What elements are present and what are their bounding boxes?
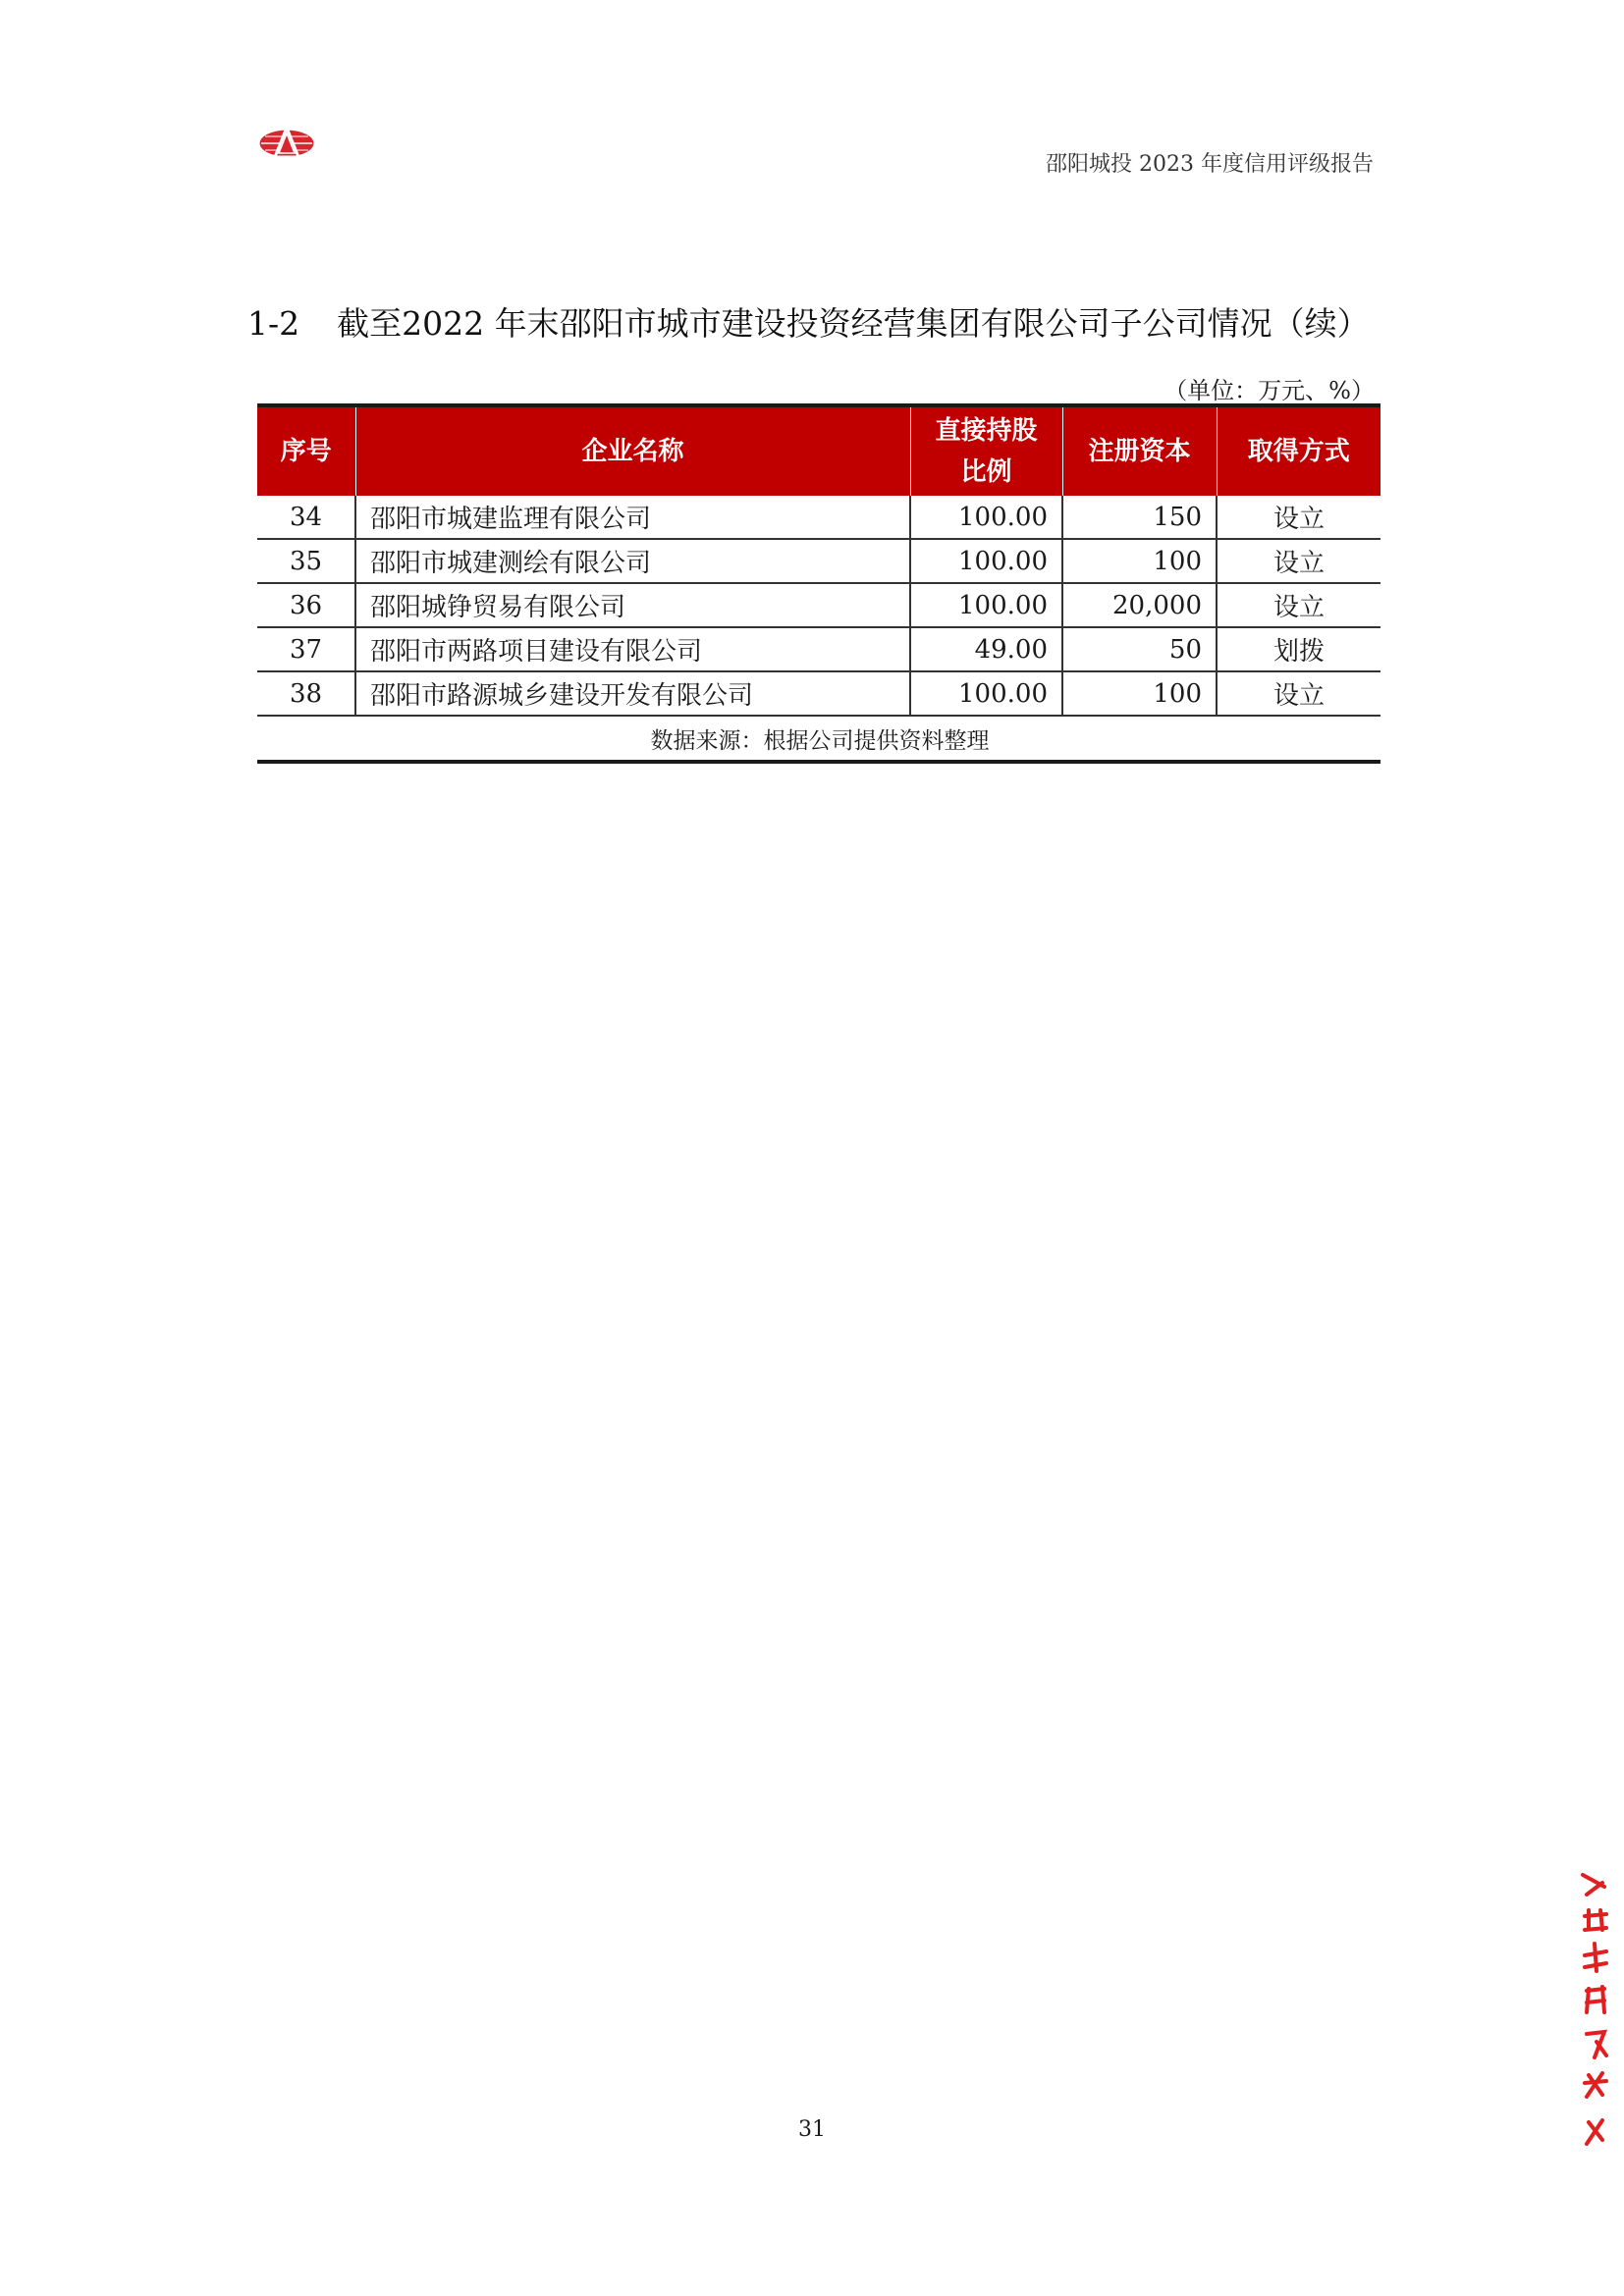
cell-capital: 150 bbox=[1062, 496, 1217, 539]
cell-ratio: 49.00 bbox=[910, 627, 1062, 671]
page-number: 31 bbox=[798, 2117, 826, 2142]
cell-name: 邵阳市城建监理有限公司 bbox=[355, 496, 910, 539]
cell-ratio: 100.00 bbox=[910, 583, 1062, 627]
cell-method: 设立 bbox=[1217, 583, 1380, 627]
table-row bbox=[257, 583, 1380, 627]
cell-method: 设立 bbox=[1217, 671, 1380, 716]
cell-name: 邵阳市城建测绘有限公司 bbox=[355, 539, 910, 583]
table-row bbox=[257, 539, 1380, 583]
cell-ratio: 100.00 bbox=[910, 496, 1062, 539]
cell-capital: 20,000 bbox=[1062, 583, 1217, 627]
table-row bbox=[257, 627, 1380, 671]
section-title bbox=[247, 298, 1370, 345]
cell-ratio: 100.00 bbox=[910, 671, 1062, 716]
red-seal-stamp-icon bbox=[1575, 1865, 1614, 2160]
table-header-row bbox=[257, 405, 1380, 496]
cell-name: 邵阳市路源城乡建设开发有限公司 bbox=[355, 671, 910, 716]
table-row bbox=[257, 496, 1380, 539]
cell-ratio: 100.00 bbox=[910, 539, 1062, 583]
table-source-row bbox=[257, 716, 1380, 762]
cell-method: 划拨 bbox=[1217, 627, 1380, 671]
cell-method: 设立 bbox=[1217, 496, 1380, 539]
cell-name: 邵阳市两路项目建设有限公司 bbox=[355, 627, 910, 671]
cell-seq: 36 bbox=[257, 583, 355, 627]
header-method: 取得方式 bbox=[1217, 405, 1380, 496]
cell-seq: 37 bbox=[257, 627, 355, 671]
cell-method: 设立 bbox=[1217, 539, 1380, 583]
header-name: 企业名称 bbox=[355, 405, 910, 496]
section-number: 1-2 bbox=[247, 304, 300, 343]
cell-seq: 38 bbox=[257, 671, 355, 716]
report-header-title: 邵阳城投 2023 年度信用评级报告 bbox=[1046, 152, 1374, 177]
cell-seq: 34 bbox=[257, 496, 355, 539]
header-ratio-line1: 直接持股 bbox=[935, 416, 1038, 446]
section-title-text: 截至2022 年末邵阳市城市建设投资经营集团有限公司子公司情况（续） bbox=[337, 304, 1370, 343]
cell-capital: 50 bbox=[1062, 627, 1217, 671]
table-row bbox=[257, 671, 1380, 716]
data-source-note: 数据来源：根据公司提供资料整理 bbox=[257, 716, 1380, 762]
header-capital: 注册资本 bbox=[1062, 405, 1217, 496]
subsidiary-table bbox=[257, 403, 1380, 764]
cell-name: 邵阳城铮贸易有限公司 bbox=[355, 583, 910, 627]
cell-capital: 100 bbox=[1062, 671, 1217, 716]
header-ratio-line2: 比例 bbox=[960, 457, 1012, 487]
company-logo-icon bbox=[257, 124, 316, 163]
cell-seq: 35 bbox=[257, 539, 355, 583]
unit-note: （单位：万元、%） bbox=[1164, 377, 1375, 404]
cell-capital: 100 bbox=[1062, 539, 1217, 583]
header-seq: 序号 bbox=[257, 405, 355, 496]
header-ratio bbox=[910, 405, 1062, 496]
